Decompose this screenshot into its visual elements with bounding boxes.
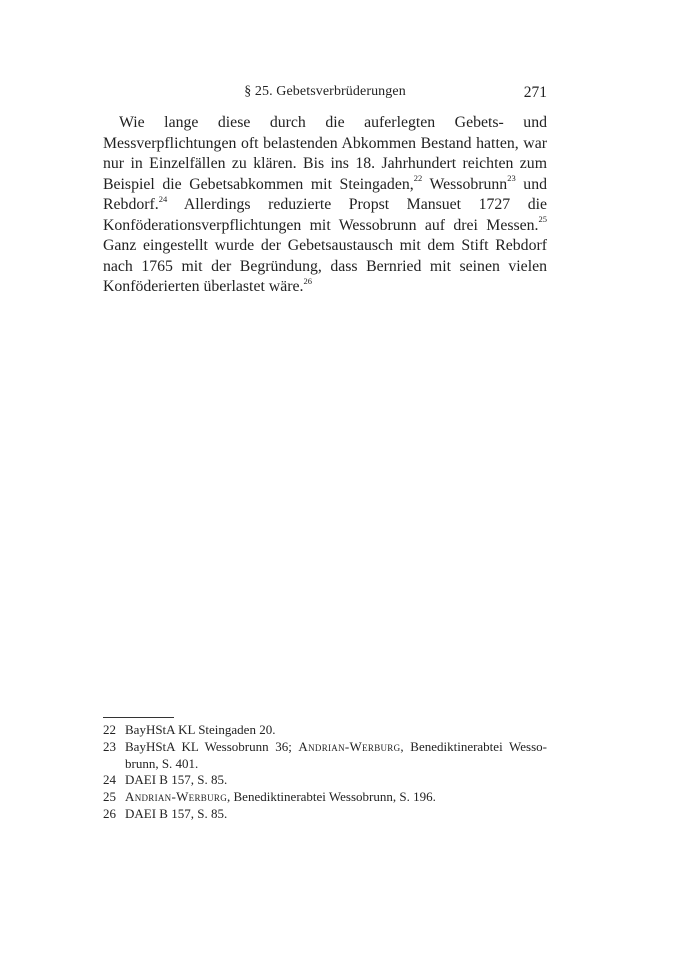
footnote-24 (103, 772, 547, 789)
footnotes (103, 722, 547, 823)
footnote-ref-22[interactable]: 22 (413, 173, 423, 184)
footnote-number: 26 (103, 805, 116, 821)
footnote-ref-25[interactable]: 25 (538, 214, 547, 225)
body-text-segment: Wessobrunn (422, 175, 508, 193)
footnote-separator (103, 717, 174, 718)
footnote-text: , Benediktinerabtei Wessobrunn, S. 196. (227, 789, 436, 805)
footnote-number: 24 (103, 772, 116, 788)
footnote-ref-23[interactable]: 23 (507, 173, 516, 184)
footnote-text: DAEI B 157, S. 85. (125, 772, 228, 788)
footnote-number: 23 (103, 738, 116, 754)
body-text-segment: Ganz eingestellt wurde der Gebetsaustausch mit dem Stift Rebdorf nach 1765 mit der Begründung, dass Bernried mit seinen vielen Konföderierten überlastet wäre. (103, 237, 547, 295)
footnote-text: BayHStA KL Steingaden 20. (125, 722, 276, 737)
footnote-text: DAEI B 157, S. 85. (125, 805, 228, 821)
footnote-author: Andrian-Werburg (125, 789, 227, 805)
footnote-ref-24[interactable]: 24 (158, 193, 168, 204)
footnote-text: , Benediktinerabtei Wessobrunn, S. 401. (125, 738, 548, 771)
footnote-25 (103, 789, 547, 806)
footnote-number: 25 (103, 789, 116, 805)
body-text-segment: und Rebdorf. (103, 175, 547, 213)
footnote-22 (103, 722, 547, 739)
footnote-ref-26[interactable]: 26 (303, 275, 312, 286)
body-text-segment: Allerdings reduzierte Propst Mansuet 1727 die Konföderationsverpflichtungen mit Wessobrunn auf drei Messen. (103, 196, 547, 234)
footnote-text: BayHStA KL Wessobrunn 36; (125, 738, 299, 754)
footnote-number: 22 (103, 722, 116, 737)
running-head (103, 84, 547, 104)
footnote-26 (103, 806, 547, 823)
footnote-author: Andrian-Werburg (298, 738, 401, 754)
body-paragraph (103, 113, 547, 298)
body-text-segment: Wie lange diese durch die auferlegten Gebets- und Messverpflichtungen oft belastenden Abkommen Bestand hatten, war nur in Einzelfällen zu klären. Bis ins 18. Jahrhundert reichten zum Beispiel die Gebetsabkommen mit Steingaden, (103, 114, 547, 193)
footnote-23 (103, 739, 547, 773)
running-title: § 25. Gebetsverbrüderungen (244, 84, 406, 99)
page-number: 271 (523, 84, 547, 101)
